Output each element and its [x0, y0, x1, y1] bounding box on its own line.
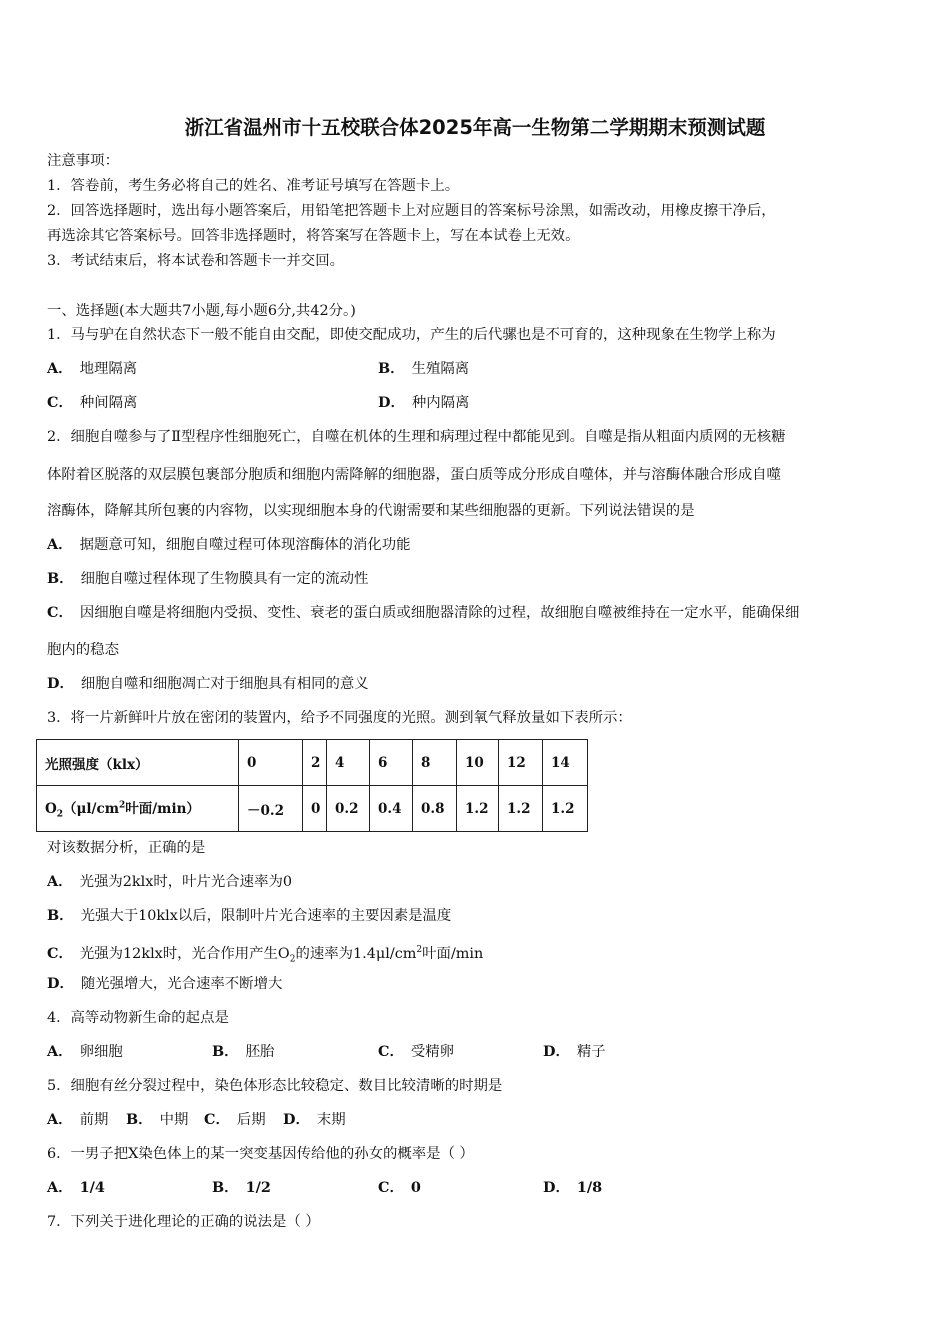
- q4-option-c: C． 受精卵: [378, 1043, 455, 1060]
- table-cell: 4: [327, 740, 370, 786]
- table-cell: 2: [303, 740, 327, 786]
- q4-option-d: D． 精子: [543, 1043, 606, 1060]
- table-cell: 0.2: [327, 786, 370, 832]
- exam-title: 浙江省温州市十五校联合体2025年高一生物第二学期期末预测试题: [184, 116, 766, 139]
- q2-option-b: B． 细胞自噬过程体现了生物膜具有一定的流动性: [47, 570, 369, 587]
- q2-option-c-continued: 胞内的稳态: [47, 642, 119, 658]
- question-4-stem: 4．高等动物新生命的起点是: [47, 1010, 229, 1026]
- table-cell: 8: [413, 740, 457, 786]
- q6-option-c: C． 0: [378, 1179, 421, 1196]
- q6-option-b: B． 1/2: [212, 1179, 271, 1196]
- question-5-stem: 5．细胞有丝分裂过程中，染色体形态比较稳定、数目比较清晰的时期是: [47, 1078, 503, 1094]
- q1-option-d: D． 种内隔离: [378, 394, 470, 411]
- q3-option-a: A． 光强为2klx时，叶片光合速率为0: [47, 873, 293, 890]
- table-cell: 1.2: [457, 786, 499, 832]
- table-row: [37, 786, 588, 832]
- light-oxygen-table: [36, 739, 588, 832]
- q6-option-a: A． 1/4: [47, 1179, 105, 1196]
- q1-option-a: A． 地理隔离: [47, 360, 138, 377]
- table-cell: 10: [457, 740, 499, 786]
- section-header: 一、选择题(本大题共7小题,每小题6分,共42分。): [47, 303, 356, 319]
- table-cell: 1.2: [543, 786, 588, 832]
- table-header-oxygen: $O_2(\mu l/cm^2$叶面/min）: [37, 786, 239, 832]
- notice-item: 3．考试结束后，将本试卷和答题卡一并交回。: [47, 253, 344, 269]
- question-7-stem: 7．下列关于进化理论的正确的说法是（ ）: [47, 1214, 320, 1230]
- question-2-stem-line: 2．细胞自噬参与了Ⅱ型程序性细胞死亡，自噬在机体的生理和病理过程中都能见到。自噬是指从粗面内质网的无核糖: [47, 429, 786, 445]
- q3-option-c: C． 光强为12klx时，光合作用产生$O_2$的速率为$1.4\mu l/cm^2$叶面/min: [47, 944, 484, 965]
- table-row: [37, 740, 588, 786]
- table-cell: 0: [303, 786, 327, 832]
- q4-option-b: B． 胚胎: [212, 1043, 275, 1060]
- notice-item: 再选涂其它答案标号。回答非选择题时，将答案写在答题卡上，写在本试卷上无效。: [47, 228, 580, 244]
- q5-option-c: C． 后期: [204, 1111, 266, 1128]
- table-header-light: 光照强度（klx）: [37, 740, 239, 786]
- table-cell: 1.2: [499, 786, 543, 832]
- question-3-prompt: 对该数据分析，正确的是: [47, 840, 206, 856]
- q3-option-b: B． 光强大于10klx以后，限制叶片光合速率的主要因素是温度: [47, 907, 452, 924]
- q5-option-a: A． 前期: [47, 1111, 109, 1128]
- table-cell: 12: [499, 740, 543, 786]
- question-3-stem: 3．将一片新鲜叶片放在密闭的装置内，给予不同强度的光照。测到氧气释放量如下表所示：: [47, 710, 632, 726]
- question-6-stem: 6．一男子把X染色体上的某一突变基因传给他的孙女的概率是（ ）: [47, 1146, 474, 1162]
- table-cell: 0.8: [413, 786, 457, 832]
- question-2-stem-line: 溶酶体，降解其所包裹的内容物，以实现细胞本身的代谢需要和某些细胞器的更新。下列说法错误的是: [47, 503, 695, 519]
- q5-option-b: B． 中期: [126, 1111, 189, 1128]
- q1-option-c: C． 种间隔离: [47, 394, 138, 411]
- notice-heading: 注意事项：: [47, 153, 119, 169]
- q4-option-a: A． 卵细胞: [47, 1043, 123, 1060]
- table-cell: 14: [543, 740, 588, 786]
- notice-item: 1．答卷前，考生务必将自己的姓名、准考证号填写在答题卡上。: [47, 178, 460, 194]
- table-cell: －0.2: [239, 786, 303, 832]
- q2-option-a: A． 据题意可知，细胞自噬过程可体现溶酶体的消化功能: [47, 536, 411, 553]
- q5-option-d: D． 末期: [283, 1111, 346, 1128]
- table-cell: 6: [370, 740, 413, 786]
- notice-item: 2．回答选择题时，选出每小题答案后，用铅笔把答题卡上对应题目的答案标号涂黑，如需改动，用橡皮擦干净后，: [47, 203, 776, 219]
- q2-option-c: C． 因细胞自噬是将细胞内受损、变性、衰老的蛋白质或细胞器清除的过程，故细胞自噬被维持在一定水平，能确保细: [47, 604, 800, 621]
- q2-option-d: D． 细胞自噬和细胞凋亡对于细胞具有相同的意义: [47, 675, 369, 692]
- q1-option-b: B． 生殖隔离: [378, 360, 470, 377]
- q6-option-d: D． 1/8: [543, 1179, 603, 1196]
- table-cell: 0: [239, 740, 303, 786]
- question-2-stem-line: 体附着区脱落的双层膜包裹部分胞质和细胞内需降解的细胞器，蛋白质等成分形成自噬体，并与溶酶体融合形成自噬: [47, 467, 781, 483]
- question-1-stem: 1．马与驴在自然状态下一般不能自由交配，即使交配成功，产生的后代骡也是不可育的，这种现象在生物学上称为: [47, 327, 776, 343]
- q3-option-d: D． 随光强增大，光合速率不断增大: [47, 975, 283, 992]
- table-cell: 0.4: [370, 786, 413, 832]
